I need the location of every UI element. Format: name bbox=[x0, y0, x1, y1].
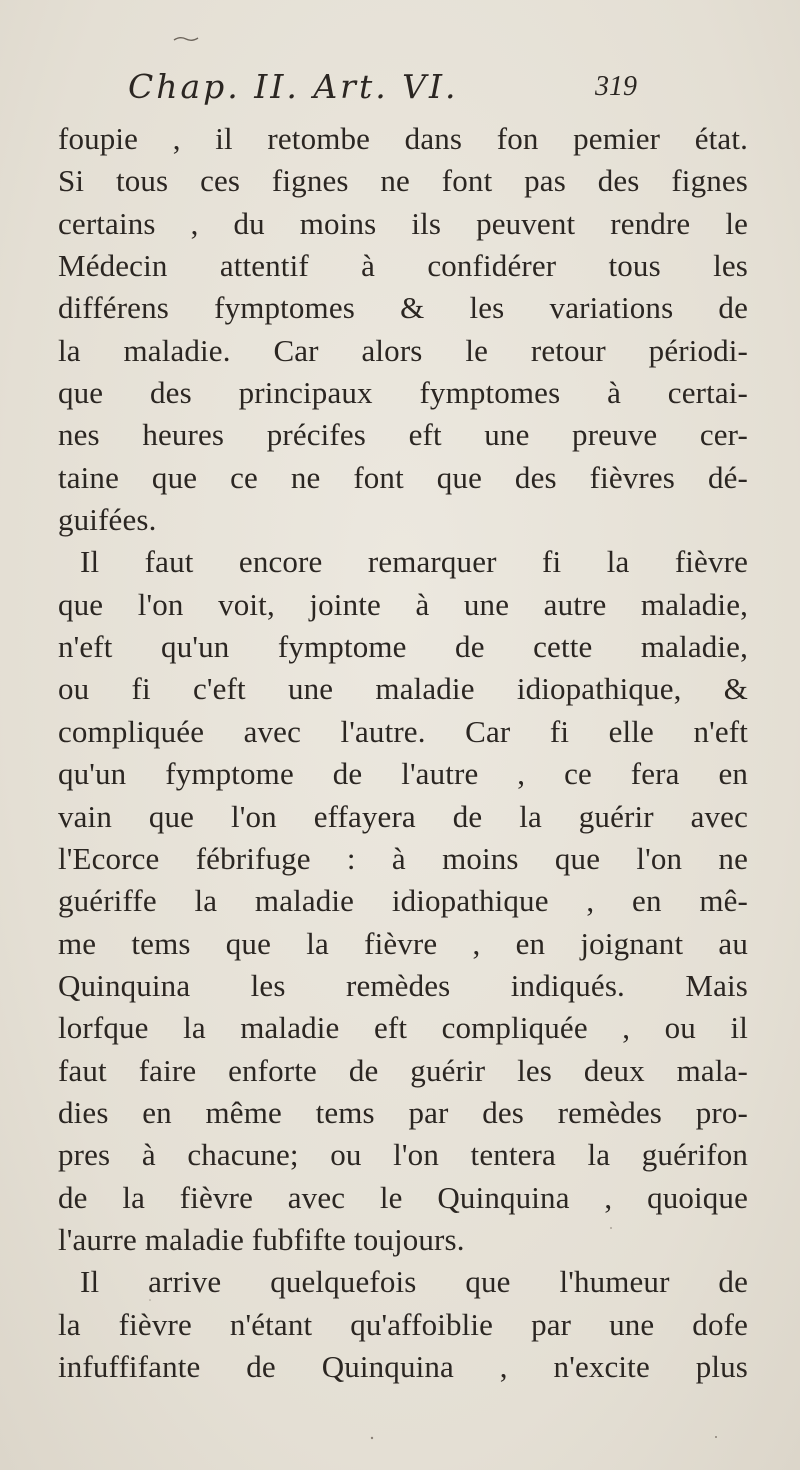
text-line: me tems que la fièvre , en joignant au bbox=[58, 925, 748, 961]
text-line: vain que l'on effayera de la guérir avec bbox=[58, 798, 748, 834]
text-line: Quinquina les remèdes indiqués. Mais bbox=[58, 967, 748, 1003]
running-head: Chap. II. Art. VI. bbox=[128, 67, 459, 106]
text-line: différens fymptomes & les variations de bbox=[58, 290, 748, 326]
text-line: Médecin attentif à confidérer tous les bbox=[58, 248, 748, 284]
text-line: l'Ecorce fébrifuge : à moins que l'on ne bbox=[58, 840, 748, 876]
page-number: 319 bbox=[595, 71, 637, 102]
text-line: qu'un fymptome de l'autre , ce fera en bbox=[58, 756, 748, 792]
text-line: pres à chacune; ou l'on tentera la guérifon bbox=[58, 1137, 748, 1173]
text-line: que des principaux fymptomes à certai- bbox=[58, 375, 748, 411]
text-line: n'eft qu'un fymptome de cette maladie, bbox=[58, 629, 748, 665]
text-line: que l'on voit, jointe à une autre maladie, bbox=[58, 586, 748, 622]
text-line: lorfque la maladie eft compliquée , ou il bbox=[58, 1010, 748, 1046]
printers-mark bbox=[173, 36, 199, 42]
text-line: l'aurre maladie fubfifte toujours. bbox=[58, 1221, 465, 1257]
text-line: foupie , il retombe dans fon pemier état. bbox=[58, 121, 748, 156]
paragraph-start-line: Il faut encore remarquer fi la fièvre bbox=[80, 544, 748, 580]
text-line: ou fi c'eft une maladie idiopathique, & bbox=[58, 671, 748, 707]
text-line: de la fièvre avec le Quinquina , quoique bbox=[58, 1179, 748, 1215]
paragraph-start-line: Il arrive quelquefois que l'humeur de bbox=[80, 1264, 748, 1300]
body-text bbox=[58, 118, 748, 1388]
text-line: taine que ce ne font que des fièvres dé- bbox=[58, 459, 748, 495]
text-line: guifées. bbox=[58, 502, 157, 538]
text-line: Si tous ces fignes ne font pas des fignes bbox=[58, 163, 748, 199]
text-line: certains , du moins ils peuvent rendre le bbox=[58, 205, 748, 241]
text-line: faut faire enforte de guérir les deux mala- bbox=[58, 1052, 748, 1088]
text-line: nes heures précifes eft une preuve cer- bbox=[58, 417, 748, 453]
text-line: la fièvre n'étant qu'affoiblie par une dofe bbox=[58, 1306, 748, 1342]
text-line: compliquée avec l'autre. Car fi elle n'eft bbox=[58, 713, 748, 749]
text-line: infuffifante de Quinquina , n'excite plus bbox=[58, 1348, 748, 1384]
text-line: dies en même tems par des remèdes pro- bbox=[58, 1094, 748, 1130]
text-line: la maladie. Car alors le retour périodi- bbox=[58, 332, 748, 368]
text-line: guériffe la maladie idiopathique , en mê- bbox=[58, 883, 748, 919]
